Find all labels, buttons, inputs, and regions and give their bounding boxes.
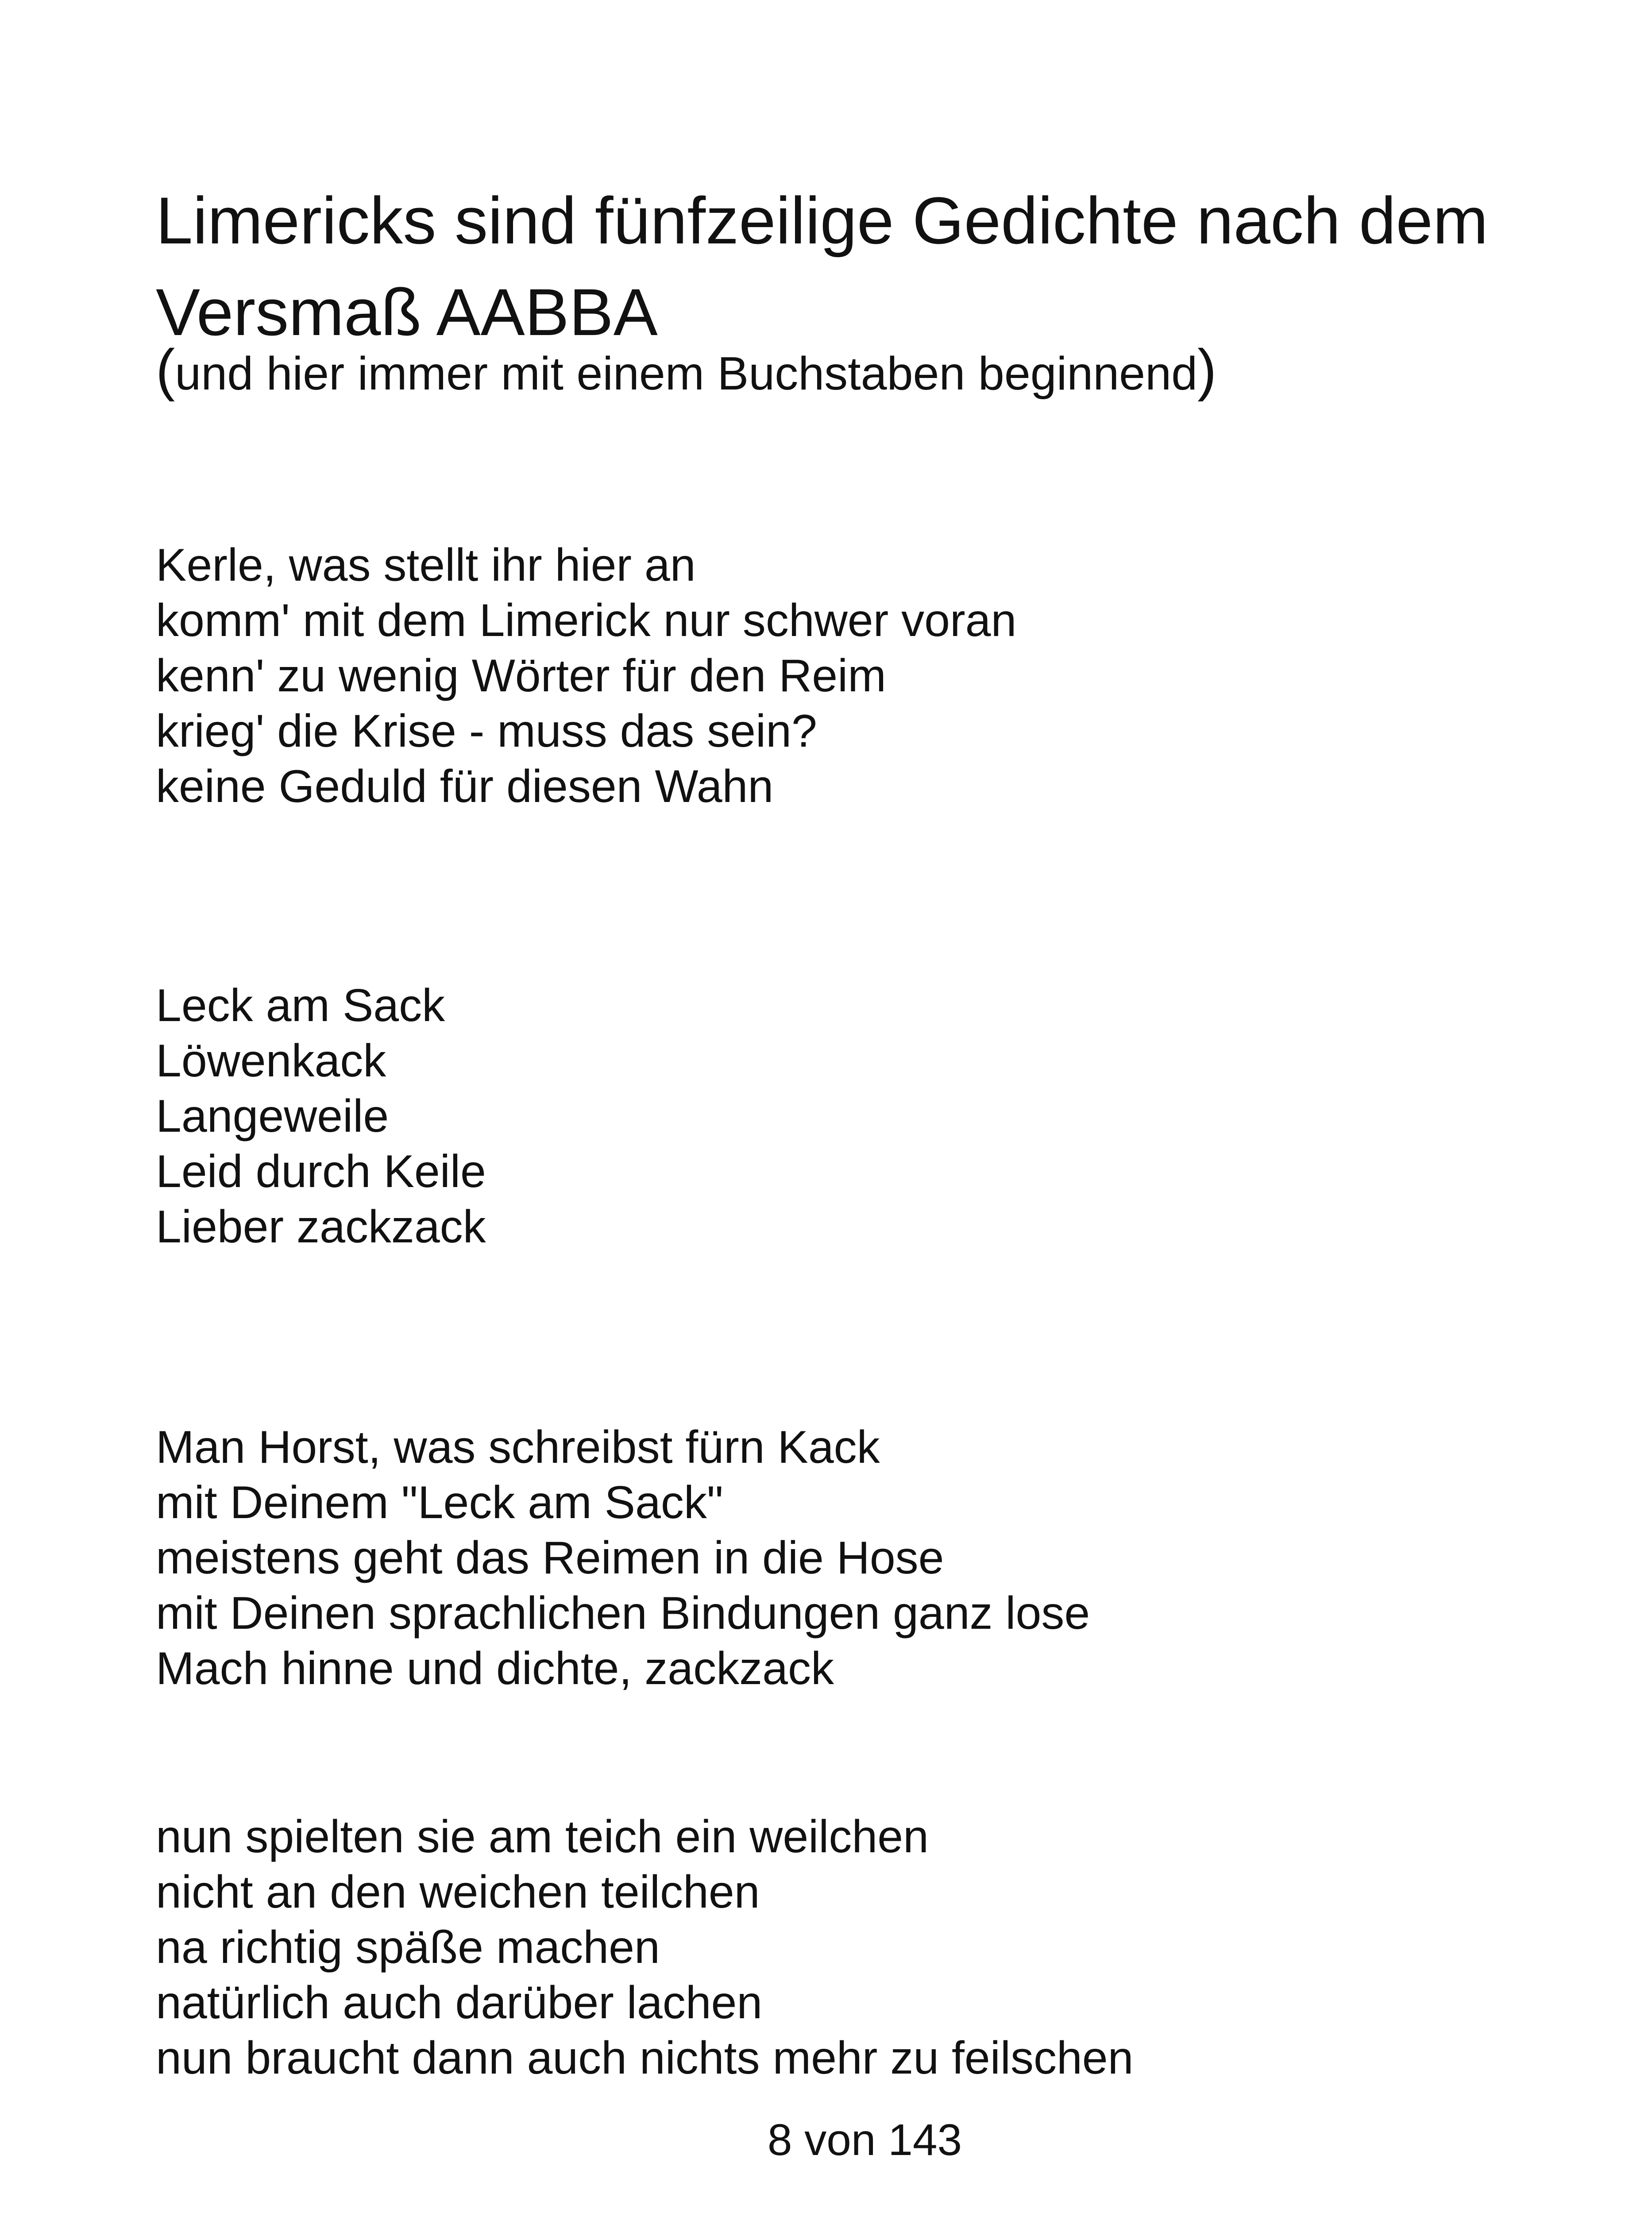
verse-line: mit Deinem "Leck am Sack" (156, 1477, 723, 1528)
limerick-n (156, 1809, 1528, 2086)
verse-line: keine Geduld für diesen Wahn (156, 761, 774, 812)
verse-line: na richtig späße machen (156, 1922, 660, 1973)
verse-line: natürlich auch darüber lachen (156, 1977, 763, 2028)
verse-line: Lieber zackzack (156, 1201, 486, 1253)
verse-line: Langeweile (156, 1091, 389, 1142)
limerick-k (156, 538, 1528, 814)
verse-line: Man Horst, was schreibst fürn Kack (156, 1422, 880, 1473)
verse-line: nun spielten sie am teich ein weilchen (156, 1811, 929, 1862)
subtitle-close-paren: ) (1197, 337, 1217, 402)
verse-line: Leid durch Keile (156, 1146, 486, 1197)
verse-line: Mach hinne und dichte, zackzack (156, 1643, 834, 1694)
verse-line: nicht an den weichen teilchen (156, 1866, 760, 1918)
verse-line: Löwenkack (156, 1035, 386, 1087)
page-subtitle (156, 337, 1528, 402)
verse-line: krieg' die Krise - muss das sein? (156, 706, 817, 757)
limerick-m (156, 1420, 1528, 1696)
verse-line: mit Deinen sprachlichen Bindungen ganz lose (156, 1588, 1090, 1639)
verse-line: nun braucht dann auch nichts mehr zu feilschen (156, 2032, 1134, 2084)
verse-line: Leck am Sack (156, 980, 445, 1031)
limerick-l (156, 978, 1528, 1255)
subtitle-text: und hier immer mit einem Buchstaben beginnend (175, 347, 1198, 400)
verse-line: meistens geht das Reimen in die Hose (156, 1532, 944, 1584)
verse-line: komm' mit dem Limerick nur schwer voran (156, 595, 1017, 646)
page-number: 8 von 143 (767, 2115, 962, 2165)
page-title: Limericks sind fünfzeilige Gedichte nach dem Versmaß AABBA (156, 183, 1488, 349)
verse-line: Kerle, was stellt ihr hier an (156, 540, 696, 591)
subtitle-open-paren: ( (156, 337, 175, 402)
verse-line: kenn' zu wenig Wörter für den Reim (156, 650, 886, 702)
